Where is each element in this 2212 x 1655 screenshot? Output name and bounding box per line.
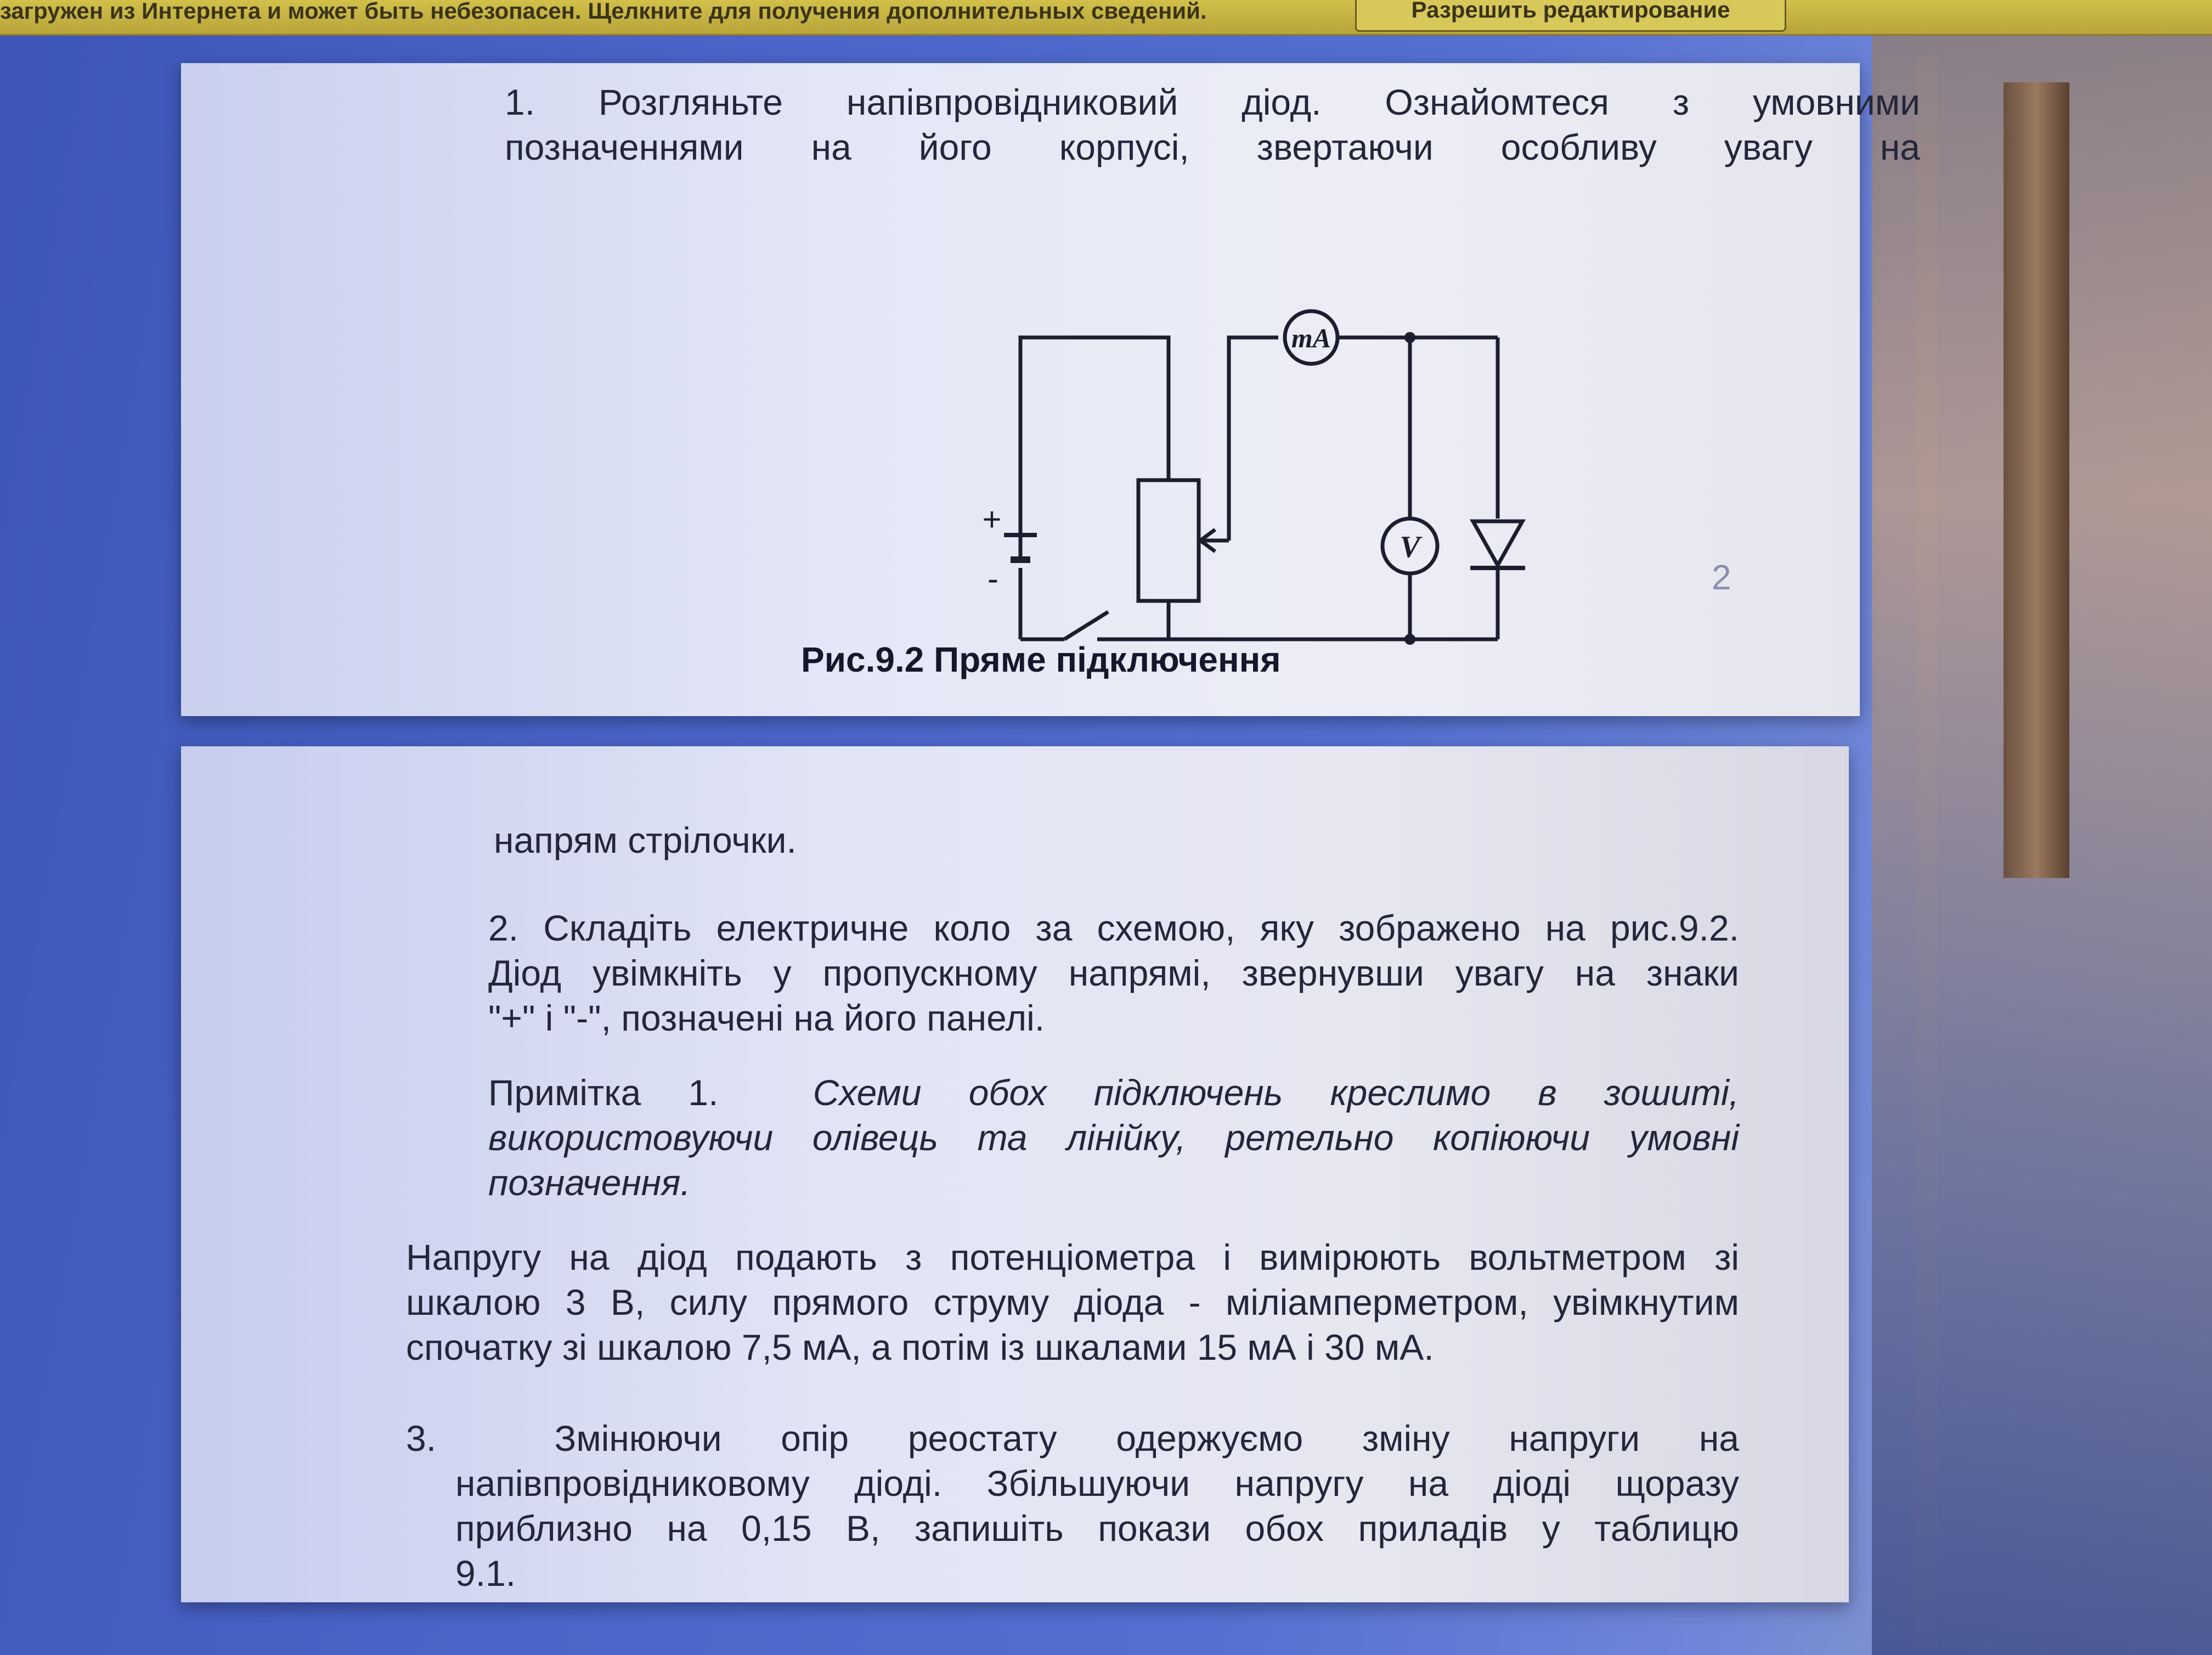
paragraph-1-line-1: 1. Розгляньте напівпровідниковий діод. Ознайомтеся з умовними <box>505 82 1920 122</box>
note-line-1 <box>488 1070 1739 1115</box>
figure-caption: Рис.9.2 Пряме підключення <box>801 640 1281 679</box>
paragraph-3-line-2: шкалою 3 В, силу прямого струму діода - міліамперметром, увімкнутим <box>406 1282 1739 1322</box>
paragraph-3-line-3: спочатку зі шкалою 7,5 мА, а потім із шкалами 15 мА і 30 мА. <box>406 1327 1434 1367</box>
note-1 <box>488 1070 1739 1205</box>
paragraph-2-line-3: "+" і "-", позначені на його панелі. <box>488 998 1045 1038</box>
note-label: Примітка 1. <box>488 1072 719 1113</box>
battery-minus-label: - <box>988 560 998 597</box>
paragraph-2-line-1: 2. Складіть електричне коло за схемою, яку зображено на рис.9.2. <box>488 908 1739 948</box>
note-line-2: використовуючи олівець та лінійку, ретельно копіюючи умовні <box>488 1117 1739 1158</box>
paragraph-3-line-1: Напругу на діод подають з потенціометра і вимірюють вольтметром зі <box>406 1237 1739 1277</box>
paragraph-1-line-2: позначеннями на його корпусі, звертаючи особливу увагу на <box>505 127 1920 167</box>
page-number: 2 <box>1712 558 1731 597</box>
paragraph-4-text-1: Змінюючи опір реостату одержуємо зміну напруги на <box>554 1418 1739 1459</box>
switch <box>1064 612 1108 639</box>
rheostat <box>1138 480 1199 601</box>
paragraph-4-number: 3. <box>406 1418 437 1459</box>
paragraph-4-line-1 <box>406 1416 1739 1461</box>
note-line-3: позначення. <box>488 1162 691 1203</box>
paragraph-1-continuation: напрям стрілочки. <box>494 820 797 860</box>
window-frame <box>2004 82 2069 878</box>
paragraph-1 <box>505 80 1920 170</box>
document-page-2 <box>181 746 1849 1602</box>
paragraph-4-line-2: напівпровідниковому діоді. Збільшуючи напругу на діоді щоразу <box>455 1463 1739 1504</box>
junction-bottom <box>1404 634 1415 645</box>
voltmeter-label: V <box>1400 530 1420 564</box>
enable-editing-button[interactable]: Разрешить редактирование <box>1355 0 1786 32</box>
ammeter-label: mA <box>1291 323 1331 353</box>
paragraph-3 <box>406 1235 1739 1370</box>
paragraph-4-line-3: приблизно на 0,15 В, запишіть покази обох приладів у таблицю <box>455 1508 1739 1549</box>
note-text-1: Схеми обох підключень креслимо в зошиті, <box>812 1072 1739 1113</box>
paragraph-4 <box>406 1416 1739 1596</box>
protected-view-bar <box>0 0 2212 36</box>
diode <box>1473 521 1522 565</box>
junction-top <box>1404 332 1415 343</box>
rheostat-slider-wire <box>1229 337 1278 541</box>
document-page-1 <box>181 63 1920 716</box>
protected-view-message[interactable]: загружен из Интернета и может быть небезопасен. Щелкните для получения дополнительных сведений. <box>0 0 1207 24</box>
battery-plus-label: + <box>982 501 1002 538</box>
wire-top-left <box>1020 337 1169 562</box>
circuit-diagram <box>785 261 1553 645</box>
paragraph-2 <box>488 905 1739 1040</box>
paragraph-2-line-2: Діод увімкніть у пропускному напрямі, звернувши увагу на знаки <box>488 953 1739 993</box>
paragraph-4-line-4: 9.1. <box>455 1553 516 1594</box>
